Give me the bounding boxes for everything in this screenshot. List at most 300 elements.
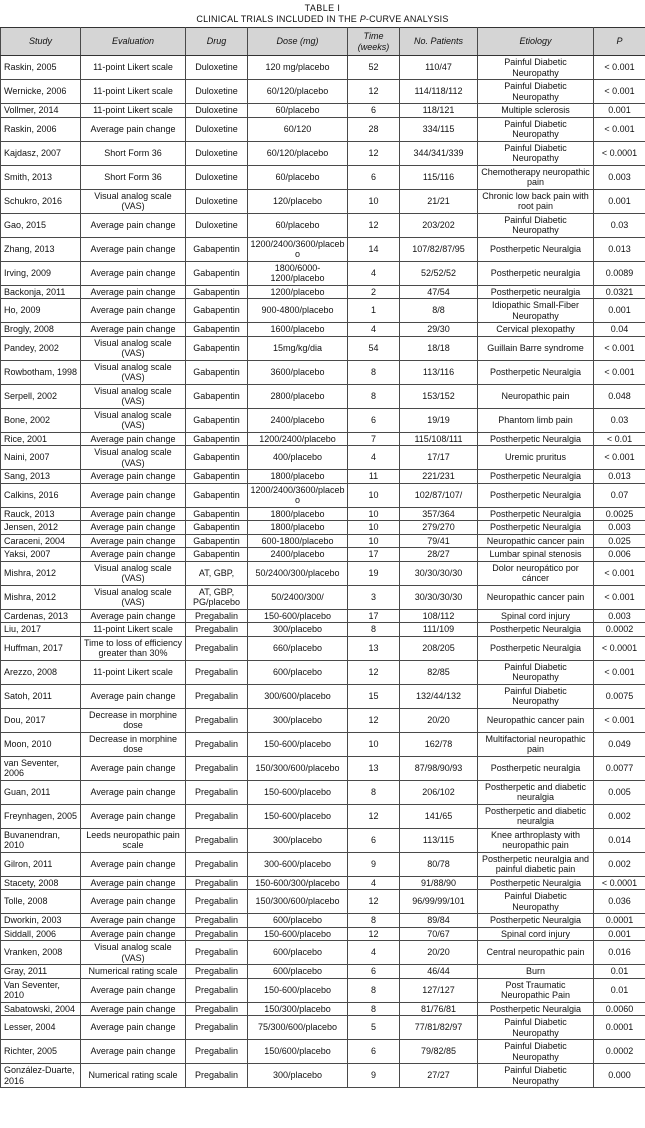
- cell-study: Buvanendran, 2010: [1, 828, 81, 852]
- cell-p: 0.07: [594, 483, 645, 507]
- cell-time: 10: [348, 189, 400, 213]
- table-row: [1, 1040, 645, 1064]
- cell-study: Rowbotham, 1998: [1, 360, 81, 384]
- cell-p: 0.036: [594, 890, 645, 914]
- cell-drug: Pregabalin: [186, 914, 248, 928]
- cell-dose: 150/300/600/placebo: [248, 756, 348, 780]
- cell-drug: Duloxetine: [186, 80, 248, 104]
- cell-drug: Gabapentin: [186, 521, 248, 535]
- cell-study: Arezzo, 2008: [1, 660, 81, 684]
- cell-p: 0.0001: [594, 914, 645, 928]
- cell-time: 5: [348, 1016, 400, 1040]
- cell-etiology: Painful Diabetic Neuropathy: [478, 117, 594, 141]
- cell-drug: Duloxetine: [186, 141, 248, 165]
- table-row: [1, 852, 645, 876]
- cell-evaluation: 11-point Likert scale: [81, 623, 186, 637]
- cell-p: 0.0089: [594, 261, 645, 285]
- cell-etiology: Postherpetic neuralgia: [478, 756, 594, 780]
- cell-time: 8: [348, 978, 400, 1002]
- cell-patients: 18/18: [400, 336, 478, 360]
- column-header-dose: Dose (mg): [248, 28, 348, 56]
- cell-patients: 79/82/85: [400, 1040, 478, 1064]
- cell-patients: 28/27: [400, 548, 478, 562]
- cell-study: Liu, 2017: [1, 623, 81, 637]
- cell-etiology: Knee arthroplasty with neuropathic pain: [478, 828, 594, 852]
- cell-etiology: Post Traumatic Neuropathic Pain: [478, 978, 594, 1002]
- cell-p: 0.0077: [594, 756, 645, 780]
- cell-patients: 114/118/112: [400, 80, 478, 104]
- cell-drug: Gabapentin: [186, 285, 248, 299]
- cell-patients: 77/81/82/97: [400, 1016, 478, 1040]
- cell-p: 0.002: [594, 852, 645, 876]
- cell-evaluation: Average pain change: [81, 1002, 186, 1016]
- cell-drug: Gabapentin: [186, 470, 248, 484]
- table-row: [1, 609, 645, 623]
- cell-study: Kajdasz, 2007: [1, 141, 81, 165]
- cell-patients: 118/121: [400, 104, 478, 118]
- cell-drug: Pregabalin: [186, 1040, 248, 1064]
- cell-time: 7: [348, 432, 400, 446]
- cell-time: 10: [348, 507, 400, 521]
- cell-drug: Duloxetine: [186, 104, 248, 118]
- table-row: [1, 585, 645, 609]
- cell-patients: 203/202: [400, 213, 478, 237]
- cell-drug: Pregabalin: [186, 1064, 248, 1088]
- cell-time: 8: [348, 1002, 400, 1016]
- cell-dose: 300/placebo: [248, 623, 348, 637]
- cell-p: 0.001: [594, 104, 645, 118]
- cell-p: 0.016: [594, 941, 645, 965]
- column-header-study: Study: [1, 28, 81, 56]
- cell-drug: Pregabalin: [186, 609, 248, 623]
- cell-dose: 300/placebo: [248, 708, 348, 732]
- cell-study: Naini, 2007: [1, 446, 81, 470]
- cell-p: 0.003: [594, 165, 645, 189]
- cell-etiology: Postherpetic Neuralgia: [478, 470, 594, 484]
- cell-drug: Gabapentin: [186, 384, 248, 408]
- cell-dose: 600/placebo: [248, 914, 348, 928]
- table-row: [1, 965, 645, 979]
- table-row: [1, 237, 645, 261]
- cell-time: 10: [348, 483, 400, 507]
- cell-drug: Gabapentin: [186, 483, 248, 507]
- cell-dose: 1800/6000-1200/placebo: [248, 261, 348, 285]
- cell-patients: 162/78: [400, 732, 478, 756]
- column-header-etiology: Etiology: [478, 28, 594, 56]
- column-header-evaluation: Evaluation: [81, 28, 186, 56]
- cell-patients: 27/27: [400, 1064, 478, 1088]
- cell-p: < 0.01: [594, 432, 645, 446]
- cell-p: < 0.001: [594, 660, 645, 684]
- cell-drug: Gabapentin: [186, 323, 248, 337]
- table-row: [1, 828, 645, 852]
- cell-time: 11: [348, 470, 400, 484]
- cell-study: Stacety, 2008: [1, 876, 81, 890]
- cell-evaluation: Visual analog scale (VAS): [81, 384, 186, 408]
- cell-time: 8: [348, 360, 400, 384]
- cell-evaluation: Average pain change: [81, 876, 186, 890]
- cell-study: Satoh, 2011: [1, 684, 81, 708]
- cell-time: 13: [348, 636, 400, 660]
- cell-p: 0.0075: [594, 684, 645, 708]
- table-row: [1, 189, 645, 213]
- cell-time: 54: [348, 336, 400, 360]
- cell-evaluation: Average pain change: [81, 432, 186, 446]
- cell-study: Raskin, 2005: [1, 56, 81, 80]
- cell-patients: 357/364: [400, 507, 478, 521]
- cell-etiology: Painful Diabetic Neuropathy: [478, 213, 594, 237]
- cell-dose: 300-600/placebo: [248, 852, 348, 876]
- cell-evaluation: Leeds neuropathic pain scale: [81, 828, 186, 852]
- cell-study: Richter, 2005: [1, 1040, 81, 1064]
- cell-evaluation: Average pain change: [81, 470, 186, 484]
- cell-dose: 150/300/600/placebo: [248, 890, 348, 914]
- cell-study: Ho, 2009: [1, 299, 81, 323]
- table-row: [1, 636, 645, 660]
- cell-time: 13: [348, 756, 400, 780]
- cell-time: 6: [348, 828, 400, 852]
- cell-p: 0.005: [594, 780, 645, 804]
- cell-patients: 113/116: [400, 360, 478, 384]
- cell-study: van Seventer, 2006: [1, 756, 81, 780]
- cell-time: 17: [348, 609, 400, 623]
- cell-evaluation: Average pain change: [81, 237, 186, 261]
- table-row: [1, 261, 645, 285]
- cell-study: Yaksi, 2007: [1, 548, 81, 562]
- cell-study: Freynhagen, 2005: [1, 804, 81, 828]
- cell-dose: 60/120/placebo: [248, 141, 348, 165]
- cell-dose: 400/placebo: [248, 446, 348, 470]
- cell-p: 0.01: [594, 978, 645, 1002]
- cell-study: Backonja, 2011: [1, 285, 81, 299]
- table-row: [1, 548, 645, 562]
- table-row: [1, 384, 645, 408]
- cell-dose: 50/2400/300/placebo: [248, 561, 348, 585]
- cell-study: Lesser, 2004: [1, 1016, 81, 1040]
- table-row: [1, 660, 645, 684]
- cell-study: Moon, 2010: [1, 732, 81, 756]
- cell-patients: 80/78: [400, 852, 478, 876]
- cell-time: 8: [348, 384, 400, 408]
- cell-patients: 81/76/81: [400, 1002, 478, 1016]
- cell-time: 12: [348, 927, 400, 941]
- cell-time: 17: [348, 548, 400, 562]
- cell-patients: 221/231: [400, 470, 478, 484]
- table-row: [1, 1064, 645, 1088]
- cell-p: 0.049: [594, 732, 645, 756]
- cell-p: < 0.001: [594, 708, 645, 732]
- cell-dose: 600-1800/placebo: [248, 534, 348, 548]
- cell-patients: 127/127: [400, 978, 478, 1002]
- cell-etiology: Postherpetic Neuralgia: [478, 507, 594, 521]
- cell-patients: 30/30/30/30: [400, 561, 478, 585]
- cell-p: < 0.001: [594, 80, 645, 104]
- table-row: [1, 446, 645, 470]
- cell-etiology: Postherpetic Neuralgia: [478, 623, 594, 637]
- table-row: [1, 1002, 645, 1016]
- cell-etiology: Postherpetic Neuralgia: [478, 914, 594, 928]
- cell-evaluation: Average pain change: [81, 483, 186, 507]
- table-row: [1, 890, 645, 914]
- cell-evaluation: Average pain change: [81, 507, 186, 521]
- cell-drug: Gabapentin: [186, 299, 248, 323]
- cell-etiology: Painful Diabetic Neuropathy: [478, 56, 594, 80]
- cell-time: 4: [348, 261, 400, 285]
- cell-time: 6: [348, 104, 400, 118]
- cell-study: Gilron, 2011: [1, 852, 81, 876]
- cell-etiology: Postherpetic Neuralgia: [478, 483, 594, 507]
- column-header-drug: Drug: [186, 28, 248, 56]
- column-header-patients: No. Patients: [400, 28, 478, 56]
- table-row: [1, 521, 645, 535]
- table-row: [1, 941, 645, 965]
- cell-dose: 1800/placebo: [248, 507, 348, 521]
- cell-study: Bone, 2002: [1, 408, 81, 432]
- cell-dose: 1800/placebo: [248, 521, 348, 535]
- cell-drug: Pregabalin: [186, 927, 248, 941]
- cell-drug: Pregabalin: [186, 1002, 248, 1016]
- cell-time: 10: [348, 732, 400, 756]
- cell-evaluation: Short Form 36: [81, 165, 186, 189]
- cell-time: 9: [348, 852, 400, 876]
- cell-p: 0.003: [594, 609, 645, 623]
- cell-evaluation: Numerical rating scale: [81, 965, 186, 979]
- cell-etiology: Postherpetic and diabetic neuralgia: [478, 780, 594, 804]
- cell-etiology: Phantom limb pain: [478, 408, 594, 432]
- cell-evaluation: 11-point Likert scale: [81, 104, 186, 118]
- cell-p: 0.0060: [594, 1002, 645, 1016]
- cell-time: 15: [348, 684, 400, 708]
- cell-study: Sang, 2013: [1, 470, 81, 484]
- cell-drug: Pregabalin: [186, 756, 248, 780]
- cell-time: 12: [348, 141, 400, 165]
- cell-time: 12: [348, 890, 400, 914]
- cell-patients: 115/116: [400, 165, 478, 189]
- cell-study: Vollmer, 2014: [1, 104, 81, 118]
- cell-patients: 111/109: [400, 623, 478, 637]
- cell-study: Vranken, 2008: [1, 941, 81, 965]
- cell-study: Siddall, 2006: [1, 927, 81, 941]
- cell-patients: 107/82/87/95: [400, 237, 478, 261]
- cell-study: Zhang, 2013: [1, 237, 81, 261]
- cell-etiology: Spinal cord injury: [478, 927, 594, 941]
- cell-evaluation: Visual analog scale (VAS): [81, 408, 186, 432]
- cell-drug: Pregabalin: [186, 732, 248, 756]
- table-row: [1, 914, 645, 928]
- cell-drug: Duloxetine: [186, 165, 248, 189]
- cell-drug: Pregabalin: [186, 780, 248, 804]
- cell-patients: 8/8: [400, 299, 478, 323]
- cell-patients: 115/108/111: [400, 432, 478, 446]
- cell-p: < 0.001: [594, 336, 645, 360]
- cell-etiology: Postherpetic neuralgia: [478, 261, 594, 285]
- cell-study: Cardenas, 2013: [1, 609, 81, 623]
- table-row: [1, 507, 645, 521]
- clinical-trials-table: [0, 27, 645, 1088]
- cell-evaluation: Average pain change: [81, 852, 186, 876]
- cell-time: 8: [348, 623, 400, 637]
- cell-drug: Duloxetine: [186, 117, 248, 141]
- cell-etiology: Postherpetic Neuralgia: [478, 237, 594, 261]
- cell-study: Brogly, 2008: [1, 323, 81, 337]
- cell-p: 0.0002: [594, 623, 645, 637]
- cell-patients: 344/341/339: [400, 141, 478, 165]
- cell-evaluation: Average pain change: [81, 684, 186, 708]
- cell-drug: Pregabalin: [186, 708, 248, 732]
- cell-etiology: Neuropathic cancer pain: [478, 534, 594, 548]
- table-row: [1, 360, 645, 384]
- cell-dose: 300/placebo: [248, 828, 348, 852]
- cell-time: 12: [348, 660, 400, 684]
- cell-evaluation: Average pain change: [81, 927, 186, 941]
- table-row: [1, 561, 645, 585]
- table-header-row: [1, 28, 645, 56]
- table-row: [1, 623, 645, 637]
- cell-dose: 660/placebo: [248, 636, 348, 660]
- cell-p: 0.025: [594, 534, 645, 548]
- cell-etiology: Painful Diabetic Neuropathy: [478, 80, 594, 104]
- cell-time: 12: [348, 804, 400, 828]
- cell-p: 0.000: [594, 1064, 645, 1088]
- cell-p: 0.006: [594, 548, 645, 562]
- cell-patients: 79/41: [400, 534, 478, 548]
- cell-p: < 0.001: [594, 446, 645, 470]
- cell-study: Irving, 2009: [1, 261, 81, 285]
- cell-dose: 1600/placebo: [248, 323, 348, 337]
- cell-study: Smith, 2013: [1, 165, 81, 189]
- cell-study: Caraceni, 2004: [1, 534, 81, 548]
- cell-drug: Duloxetine: [186, 189, 248, 213]
- cell-time: 4: [348, 941, 400, 965]
- cell-dose: 150-600/placebo: [248, 780, 348, 804]
- cell-drug: Gabapentin: [186, 237, 248, 261]
- cell-dose: 150/600/placebo: [248, 1040, 348, 1064]
- cell-drug: Pregabalin: [186, 852, 248, 876]
- table-row: [1, 285, 645, 299]
- cell-patients: 82/85: [400, 660, 478, 684]
- cell-evaluation: Average pain change: [81, 213, 186, 237]
- cell-drug: Gabapentin: [186, 336, 248, 360]
- cell-study: Dworkin, 2003: [1, 914, 81, 928]
- table-caption-prefix: CLINICAL TRIALS INCLUDED IN THE: [196, 14, 360, 24]
- cell-drug: Pregabalin: [186, 876, 248, 890]
- cell-etiology: Painful Diabetic Neuropathy: [478, 1064, 594, 1088]
- cell-drug: Pregabalin: [186, 804, 248, 828]
- cell-time: 4: [348, 323, 400, 337]
- cell-study: Schukro, 2016: [1, 189, 81, 213]
- cell-patients: 17/17: [400, 446, 478, 470]
- cell-p: < 0.001: [594, 585, 645, 609]
- cell-study: Jensen, 2012: [1, 521, 81, 535]
- cell-drug: Gabapentin: [186, 408, 248, 432]
- table-row: [1, 483, 645, 507]
- cell-study: Van Seventer, 2010: [1, 978, 81, 1002]
- table-caption: [0, 14, 645, 25]
- cell-etiology: Idiopathic Small-Fiber Neuropathy: [478, 299, 594, 323]
- table-row: [1, 804, 645, 828]
- cell-etiology: Burn: [478, 965, 594, 979]
- cell-etiology: Dolor neuropático por cáncer: [478, 561, 594, 585]
- cell-time: 4: [348, 876, 400, 890]
- cell-drug: AT, GBP,: [186, 561, 248, 585]
- cell-etiology: Chemotherapy neuropathic pain: [478, 165, 594, 189]
- cell-etiology: Painful Diabetic Neuropathy: [478, 1016, 594, 1040]
- cell-evaluation: Average pain change: [81, 285, 186, 299]
- cell-etiology: Multifactorial neuropathic pain: [478, 732, 594, 756]
- cell-dose: 60/placebo: [248, 165, 348, 189]
- cell-patients: 29/30: [400, 323, 478, 337]
- cell-dose: 300/600/placebo: [248, 684, 348, 708]
- cell-p: < 0.001: [594, 117, 645, 141]
- table-row: [1, 432, 645, 446]
- cell-etiology: Postherpetic Neuralgia: [478, 1002, 594, 1016]
- cell-dose: 300/placebo: [248, 1064, 348, 1088]
- cell-patients: 46/44: [400, 965, 478, 979]
- cell-evaluation: Average pain change: [81, 978, 186, 1002]
- cell-etiology: Painful Diabetic Neuropathy: [478, 660, 594, 684]
- cell-etiology: Painful Diabetic Neuropathy: [478, 141, 594, 165]
- cell-study: Serpell, 2002: [1, 384, 81, 408]
- cell-dose: 60/placebo: [248, 213, 348, 237]
- column-header-time: Time (weeks): [348, 28, 400, 56]
- cell-patients: 52/52/52: [400, 261, 478, 285]
- cell-drug: Pregabalin: [186, 623, 248, 637]
- cell-dose: 900-4800/placebo: [248, 299, 348, 323]
- cell-drug: Gabapentin: [186, 548, 248, 562]
- table-caption-suffix: -CURVE ANALYSIS: [365, 14, 449, 24]
- cell-dose: 60/120: [248, 117, 348, 141]
- cell-etiology: Neuropathic cancer pain: [478, 708, 594, 732]
- table-row: [1, 141, 645, 165]
- cell-evaluation: Decrease in morphine dose: [81, 732, 186, 756]
- cell-patients: 19/19: [400, 408, 478, 432]
- cell-time: 6: [348, 1040, 400, 1064]
- cell-patients: 102/87/107/: [400, 483, 478, 507]
- cell-p: 0.0025: [594, 507, 645, 521]
- cell-patients: 334/115: [400, 117, 478, 141]
- cell-evaluation: Visual analog scale (VAS): [81, 585, 186, 609]
- cell-drug: Pregabalin: [186, 941, 248, 965]
- table-row: [1, 756, 645, 780]
- table-row: [1, 408, 645, 432]
- cell-evaluation: Average pain change: [81, 521, 186, 535]
- cell-dose: 2800/placebo: [248, 384, 348, 408]
- cell-time: 1: [348, 299, 400, 323]
- cell-dose: 150-600/placebo: [248, 978, 348, 1002]
- cell-study: Mishra, 2012: [1, 585, 81, 609]
- cell-time: 9: [348, 1064, 400, 1088]
- cell-drug: Pregabalin: [186, 636, 248, 660]
- cell-patients: 132/44/132: [400, 684, 478, 708]
- cell-patients: 279/270: [400, 521, 478, 535]
- cell-patients: 108/112: [400, 609, 478, 623]
- cell-etiology: Neuropathic pain: [478, 384, 594, 408]
- cell-etiology: Postherpetic Neuralgia: [478, 360, 594, 384]
- cell-drug: Gabapentin: [186, 446, 248, 470]
- cell-drug: Gabapentin: [186, 261, 248, 285]
- cell-patients: 110/47: [400, 56, 478, 80]
- cell-time: 3: [348, 585, 400, 609]
- cell-time: 10: [348, 521, 400, 535]
- cell-study: Pandey, 2002: [1, 336, 81, 360]
- table-row: [1, 732, 645, 756]
- cell-dose: 150-600/placebo: [248, 609, 348, 623]
- table-row: [1, 470, 645, 484]
- cell-evaluation: Average pain change: [81, 780, 186, 804]
- cell-p: 0.001: [594, 927, 645, 941]
- cell-study: Gao, 2015: [1, 213, 81, 237]
- table-row: [1, 876, 645, 890]
